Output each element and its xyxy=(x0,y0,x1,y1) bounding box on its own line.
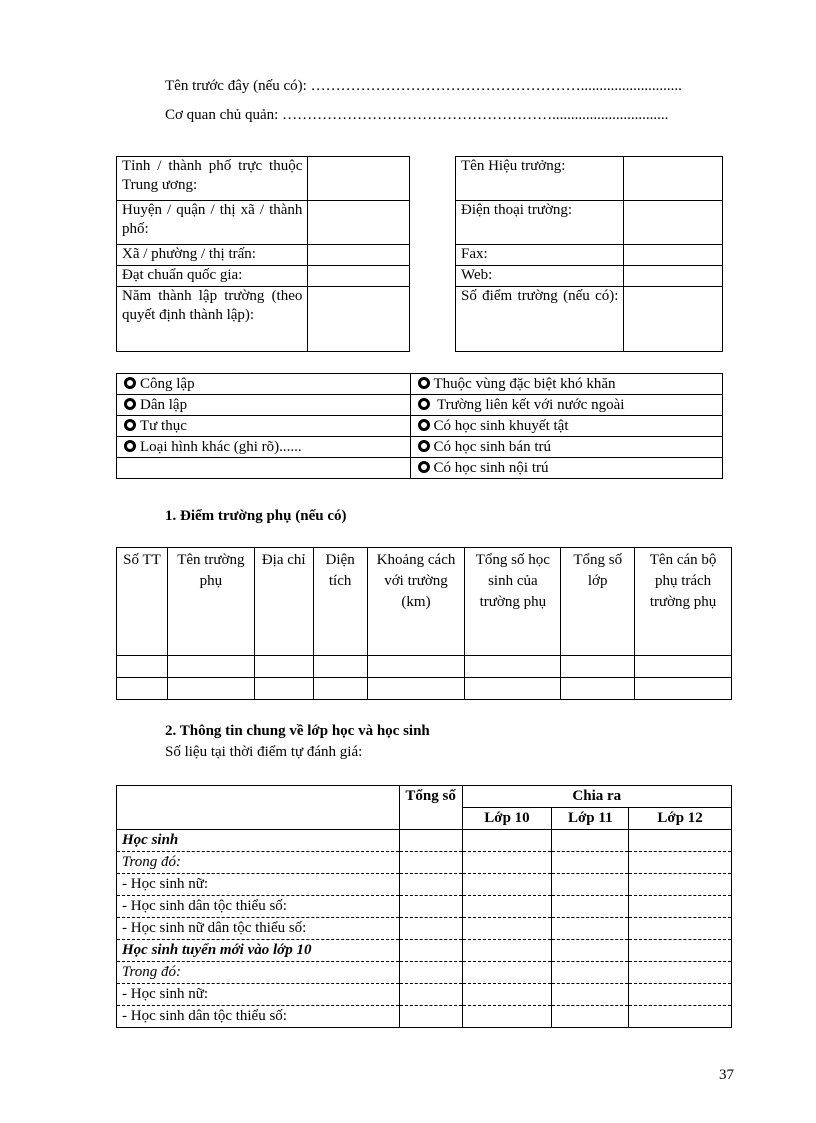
contact-table xyxy=(455,156,723,352)
cell[interactable] xyxy=(462,1006,552,1028)
former-name-line: Tên trước đây (nếu có): ………………………………………………........................... xyxy=(165,78,682,94)
row-label-female-ethnic: - Học sinh nữ dân tộc thiểu số: xyxy=(117,918,400,940)
cell[interactable] xyxy=(254,656,313,678)
fax-label: Fax: xyxy=(456,245,624,266)
founding-year-value[interactable] xyxy=(308,287,410,352)
phone-value[interactable] xyxy=(624,201,723,245)
col-header-area: Diện tích xyxy=(313,548,367,656)
cell[interactable] xyxy=(465,678,561,700)
commune-value[interactable] xyxy=(308,245,410,266)
row-label-of-which-2: Trong đó: xyxy=(117,962,400,984)
option-disadvantaged[interactable]: Thuộc vùng đặc biệt khó khăn xyxy=(410,374,723,395)
cell[interactable] xyxy=(629,830,732,852)
table-row xyxy=(456,245,723,266)
table-header-row xyxy=(117,548,732,656)
cell[interactable] xyxy=(629,896,732,918)
cell[interactable] xyxy=(629,918,732,940)
table-row xyxy=(117,374,723,395)
cell[interactable] xyxy=(399,1006,462,1028)
cell[interactable] xyxy=(399,896,462,918)
option-people-founded[interactable]: Dân lập xyxy=(117,395,411,416)
cell[interactable] xyxy=(552,984,629,1006)
col-header-empty xyxy=(117,786,400,830)
location-table xyxy=(116,156,410,352)
table-row xyxy=(117,918,732,940)
table-row xyxy=(456,287,723,352)
table-row xyxy=(117,437,723,458)
cell[interactable] xyxy=(313,656,367,678)
table-row xyxy=(117,245,410,266)
section2-subtitle: Số liệu tại thời điểm tự đánh giá: xyxy=(165,744,363,760)
students-table xyxy=(116,785,732,1028)
table-row xyxy=(117,940,732,962)
province-value[interactable] xyxy=(308,157,410,201)
cell[interactable] xyxy=(635,678,732,700)
cell[interactable] xyxy=(117,678,168,700)
managing-agency-line: Cơ quan chủ quản: ………………………………………………............................... xyxy=(165,107,669,123)
col-header-grade-12: Lớp 12 xyxy=(629,808,732,830)
cell[interactable] xyxy=(561,678,635,700)
row-label-students: Học sinh xyxy=(117,830,400,852)
cell[interactable] xyxy=(552,874,629,896)
table-row xyxy=(117,201,410,245)
col-header-distance: Khoảng cách với trường (km) xyxy=(367,548,465,656)
cell[interactable] xyxy=(367,678,465,700)
col-header-classes: Tổng số lớp xyxy=(561,548,635,656)
cell[interactable] xyxy=(552,852,629,874)
option-foreign-linked[interactable]: Trường liên kết với nước ngoài xyxy=(410,395,723,416)
cell[interactable] xyxy=(462,940,552,962)
cell[interactable] xyxy=(465,656,561,678)
cell[interactable] xyxy=(462,962,552,984)
cell[interactable] xyxy=(561,656,635,678)
cell[interactable] xyxy=(167,678,254,700)
cell[interactable] xyxy=(462,874,552,896)
cell[interactable] xyxy=(552,896,629,918)
table-row xyxy=(117,656,732,678)
radio-bullet-icon xyxy=(418,377,430,389)
cell[interactable] xyxy=(552,830,629,852)
cell[interactable] xyxy=(552,940,629,962)
cell[interactable] xyxy=(629,1006,732,1028)
campus-count-value[interactable] xyxy=(624,287,723,352)
radio-bullet-icon xyxy=(124,377,136,389)
radio-bullet-icon xyxy=(418,419,430,431)
founding-year-label: Năm thành lập trường (theo quyết định thành lập): xyxy=(117,287,308,352)
table-row xyxy=(117,1006,732,1028)
table-row xyxy=(117,416,723,437)
col-header-total: Tổng số xyxy=(399,786,462,830)
table-row xyxy=(117,287,410,352)
option-disabled-students[interactable]: Có học sinh khuyết tật xyxy=(410,416,723,437)
col-header-grade-10: Lớp 10 xyxy=(462,808,552,830)
cell[interactable] xyxy=(629,962,732,984)
radio-bullet-icon xyxy=(418,461,430,473)
table-row xyxy=(117,395,723,416)
cell[interactable] xyxy=(629,852,732,874)
col-header-students: Tổng số học sinh của trường phụ xyxy=(465,548,561,656)
table-row xyxy=(117,678,732,700)
col-header-manager: Tên cán bộ phụ trách trường phụ xyxy=(635,548,732,656)
col-header-name: Tên trường phụ xyxy=(167,548,254,656)
row-label-ethnic: - Học sinh dân tộc thiểu số: xyxy=(117,896,400,918)
table-header-row xyxy=(117,786,732,808)
phone-label: Điện thoại trường: xyxy=(456,201,624,245)
row-label-female-2: - Học sinh nữ: xyxy=(117,984,400,1006)
satellite-campus-table xyxy=(116,547,732,700)
table-row xyxy=(117,157,410,201)
page-number: 37 xyxy=(719,1067,734,1083)
table-row xyxy=(456,201,723,245)
table-row xyxy=(117,266,410,287)
radio-bullet-icon xyxy=(418,440,430,452)
cell[interactable] xyxy=(399,874,462,896)
table-row xyxy=(117,962,732,984)
cell[interactable] xyxy=(552,918,629,940)
table-row xyxy=(456,266,723,287)
table-row xyxy=(117,896,732,918)
option-other-type[interactable]: Loại hình khác (ghi rõ)...... xyxy=(117,437,411,458)
fax-value[interactable] xyxy=(624,245,723,266)
cell[interactable] xyxy=(254,678,313,700)
commune-label: Xã / phường / thị trấn: xyxy=(117,245,308,266)
row-label-ethnic-2: - Học sinh dân tộc thiểu số: xyxy=(117,1006,400,1028)
principal-label: Tên Hiệu trưởng: xyxy=(456,157,624,201)
cell[interactable] xyxy=(313,678,367,700)
option-semi-boarding[interactable]: Có học sinh bán trú xyxy=(410,437,723,458)
cell[interactable] xyxy=(635,656,732,678)
cell[interactable] xyxy=(462,852,552,874)
cell[interactable] xyxy=(399,962,462,984)
table-row xyxy=(117,984,732,1006)
campus-count-label: Số điểm trường (nếu có): xyxy=(456,287,624,352)
cell[interactable] xyxy=(399,918,462,940)
col-header-no: Số TT xyxy=(117,548,168,656)
cell[interactable] xyxy=(462,830,552,852)
cell[interactable] xyxy=(167,656,254,678)
cell[interactable] xyxy=(629,984,732,1006)
section1-title: 1. Điểm trường phụ (nếu có) xyxy=(165,508,347,524)
cell[interactable] xyxy=(399,830,462,852)
radio-bullet-icon xyxy=(124,398,136,410)
table-row xyxy=(117,874,732,896)
cell[interactable] xyxy=(462,896,552,918)
cell[interactable] xyxy=(552,962,629,984)
section2-title: 2. Thông tin chung về lớp học và học sinh xyxy=(165,723,430,739)
table-row xyxy=(117,458,723,479)
col-header-split: Chia ra xyxy=(462,786,731,808)
cell[interactable] xyxy=(399,984,462,1006)
principal-value[interactable] xyxy=(624,157,723,201)
radio-bullet-icon xyxy=(418,398,430,410)
table-row xyxy=(456,157,723,201)
cell[interactable] xyxy=(629,940,732,962)
district-value[interactable] xyxy=(308,201,410,245)
province-label: Tỉnh / thành phố trực thuộc Trung ương: xyxy=(117,157,308,201)
empty-cell xyxy=(117,458,411,479)
cell[interactable] xyxy=(117,656,168,678)
option-boarding[interactable]: Có học sinh nội trú xyxy=(410,458,723,479)
cell[interactable] xyxy=(462,918,552,940)
school-type-table xyxy=(116,373,723,479)
option-private[interactable]: Tư thục xyxy=(117,416,411,437)
table-row xyxy=(117,852,732,874)
option-public[interactable]: Công lập xyxy=(117,374,411,395)
col-header-grade-11: Lớp 11 xyxy=(552,808,629,830)
cell[interactable] xyxy=(629,874,732,896)
col-header-address: Địa chỉ xyxy=(254,548,313,656)
cell[interactable] xyxy=(399,852,462,874)
radio-bullet-icon xyxy=(124,440,136,452)
row-label-of-which: Trong đó: xyxy=(117,852,400,874)
cell[interactable] xyxy=(399,940,462,962)
table-row xyxy=(117,830,732,852)
cell[interactable] xyxy=(367,656,465,678)
cell[interactable] xyxy=(462,984,552,1006)
district-label: Huyện / quận / thị xã / thành phố: xyxy=(117,201,308,245)
web-label: Web: xyxy=(456,266,624,287)
national-standard-label: Đạt chuẩn quốc gia: xyxy=(117,266,308,287)
row-label-new-grade10: Học sinh tuyển mới vào lớp 10 xyxy=(117,940,400,962)
radio-bullet-icon xyxy=(124,419,136,431)
row-label-female: - Học sinh nữ: xyxy=(117,874,400,896)
national-standard-value[interactable] xyxy=(308,266,410,287)
web-value[interactable] xyxy=(624,266,723,287)
cell[interactable] xyxy=(552,1006,629,1028)
